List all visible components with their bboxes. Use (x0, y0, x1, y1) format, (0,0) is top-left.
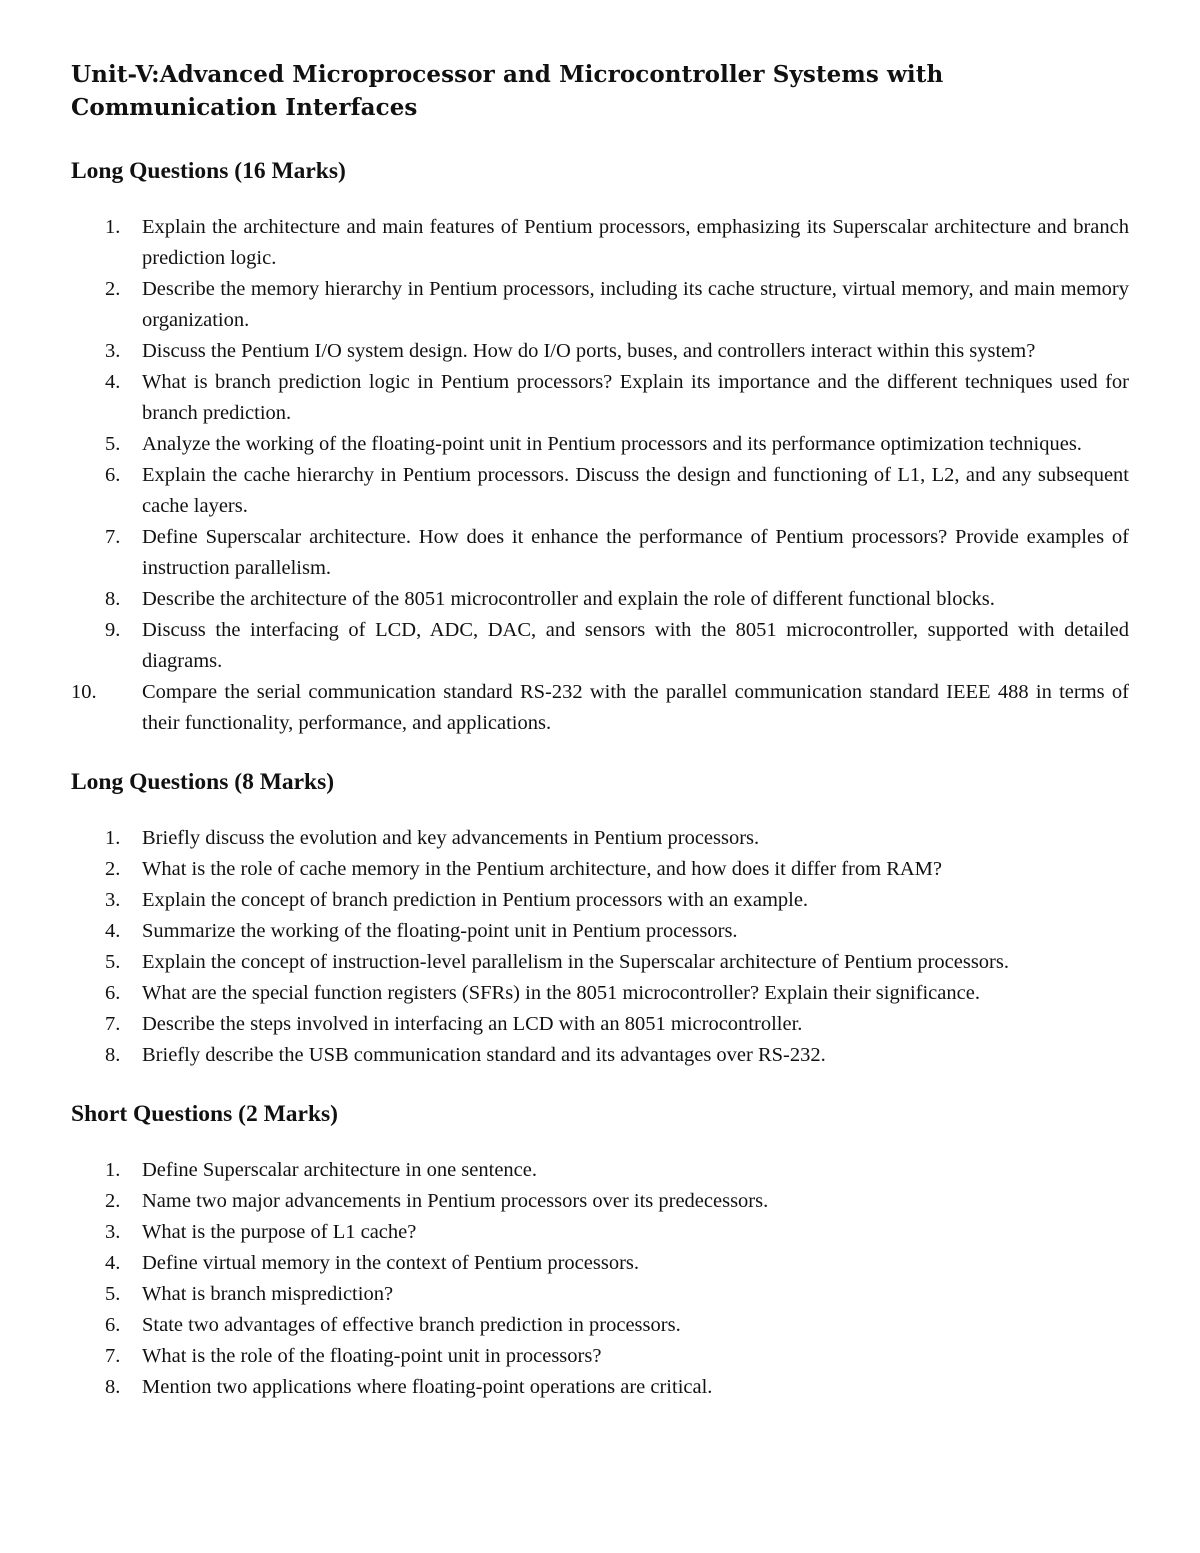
question-number: 7. (105, 1013, 121, 1035)
question-text: Discuss the Pentium I/O system design. How do I/O ports, buses, and controllers interact within this system? (142, 340, 1036, 362)
question-item (71, 522, 1129, 584)
question-number: 5. (105, 951, 121, 973)
question-text: Explain the cache hierarchy in Pentium processors. Discuss the design and functioning of L1, L2, and any subsequent cache layers. (142, 464, 1129, 517)
question-item (71, 429, 1129, 460)
question-number: 4. (105, 920, 121, 942)
question-list-long-16 (71, 212, 1129, 739)
question-item (71, 916, 1129, 947)
question-text: Define Superscalar architecture in one sentence. (142, 1159, 537, 1181)
question-item (71, 367, 1129, 429)
question-item (71, 212, 1129, 274)
question-number: 9. (105, 619, 121, 641)
question-item (71, 823, 1129, 854)
question-text: Describe the architecture of the 8051 microcontroller and explain the role of different functional blocks. (142, 588, 995, 610)
question-number: 7. (105, 1345, 121, 1367)
question-text: Discuss the interfacing of LCD, ADC, DAC, and sensors with the 8051 microcontroller, supported with detailed diagrams. (142, 619, 1129, 672)
question-text: Mention two applications where floating-point operations are critical. (142, 1376, 713, 1398)
question-number: 3. (105, 340, 121, 362)
question-item (71, 1186, 1129, 1217)
question-number: 1. (105, 1159, 121, 1181)
question-list-short-2 (71, 1155, 1129, 1403)
document-title: Unit-V:Advanced Microprocessor and Microcontroller Systems with Communication Interfaces (71, 61, 944, 121)
question-item (71, 1310, 1129, 1341)
question-text: Compare the serial communication standard RS-232 with the parallel communication standard IEEE 488 in terms of their functionality, performance, and applications. (142, 681, 1129, 734)
question-item (71, 274, 1129, 336)
question-item (71, 1372, 1129, 1403)
question-item (71, 1279, 1129, 1310)
question-text: Name two major advancements in Pentium processors over its predecessors. (142, 1190, 769, 1212)
question-item (71, 854, 1129, 885)
question-number: 8. (105, 588, 121, 610)
question-item (71, 615, 1129, 677)
question-text: What is branch misprediction? (142, 1283, 394, 1305)
question-number: 8. (105, 1376, 121, 1398)
question-number: 2. (105, 278, 121, 300)
question-item (71, 1155, 1129, 1186)
question-item (71, 947, 1129, 978)
question-number: 6. (105, 982, 121, 1004)
question-text: What is the purpose of L1 cache? (142, 1221, 417, 1243)
question-item (71, 1341, 1129, 1372)
question-text: State two advantages of effective branch prediction in processors. (142, 1314, 681, 1336)
question-number: 6. (105, 1314, 121, 1336)
question-number: 8. (105, 1044, 121, 1066)
question-item (71, 460, 1129, 522)
question-text: Explain the concept of branch prediction in Pentium processors with an example. (142, 889, 809, 911)
question-number: 3. (105, 1221, 121, 1243)
question-text: What is the role of the floating-point unit in processors? (142, 1345, 602, 1367)
question-item (71, 677, 1129, 739)
section-heading-long-8: Long Questions (8 Marks) (71, 769, 335, 795)
question-text: Analyze the working of the floating-point unit in Pentium processors and its performance optimization techniques. (142, 433, 1082, 455)
question-text: Explain the concept of instruction-level parallelism in the Superscalar architecture of Pentium processors. (142, 951, 1009, 973)
question-item (71, 1040, 1129, 1071)
question-number: 6. (105, 464, 121, 486)
question-text: Define Superscalar architecture. How does it enhance the performance of Pentium processors? Provide examples of instruction parallelism. (142, 526, 1129, 579)
question-number: 5. (105, 1283, 121, 1305)
question-number: 4. (105, 371, 121, 393)
question-item (71, 978, 1129, 1009)
question-number: 10. (71, 681, 97, 703)
question-text: Briefly describe the USB communication standard and its advantages over RS-232. (142, 1044, 826, 1066)
question-item (71, 1217, 1129, 1248)
question-number: 1. (105, 827, 121, 849)
question-text: Explain the architecture and main features of Pentium processors, emphasizing its Superscalar architecture and branch prediction logic. (142, 216, 1129, 269)
question-number: 1. (105, 216, 121, 238)
question-text: What is the role of cache memory in the Pentium architecture, and how does it differ from RAM? (142, 858, 943, 880)
question-text: Briefly discuss the evolution and key advancements in Pentium processors. (142, 827, 760, 849)
question-text: Define virtual memory in the context of Pentium processors. (142, 1252, 640, 1274)
question-number: 5. (105, 433, 121, 455)
question-text: Describe the memory hierarchy in Pentium processors, including its cache structure, virtual memory, and main memory organization. (142, 278, 1129, 331)
question-item (71, 584, 1129, 615)
question-number: 7. (105, 526, 121, 548)
question-text: What are the special function registers (SFRs) in the 8051 microcontroller? Explain their significance. (142, 982, 980, 1004)
question-number: 4. (105, 1252, 121, 1274)
question-text: Summarize the working of the floating-point unit in Pentium processors. (142, 920, 738, 942)
question-list-long-8 (71, 823, 1129, 1071)
question-text: What is branch prediction logic in Pentium processors? Explain its importance and the different techniques used for branch prediction. (142, 371, 1129, 424)
question-text: Describe the steps involved in interfacing an LCD with an 8051 microcontroller. (142, 1013, 803, 1035)
question-number: 3. (105, 889, 121, 911)
question-item (71, 1009, 1129, 1040)
section-heading-long-16: Long Questions (16 Marks) (71, 158, 346, 184)
question-number: 2. (105, 858, 121, 880)
question-item (71, 336, 1129, 367)
question-item (71, 1248, 1129, 1279)
section-heading-short-2: Short Questions (2 Marks) (71, 1101, 338, 1127)
question-item (71, 885, 1129, 916)
question-number: 2. (105, 1190, 121, 1212)
